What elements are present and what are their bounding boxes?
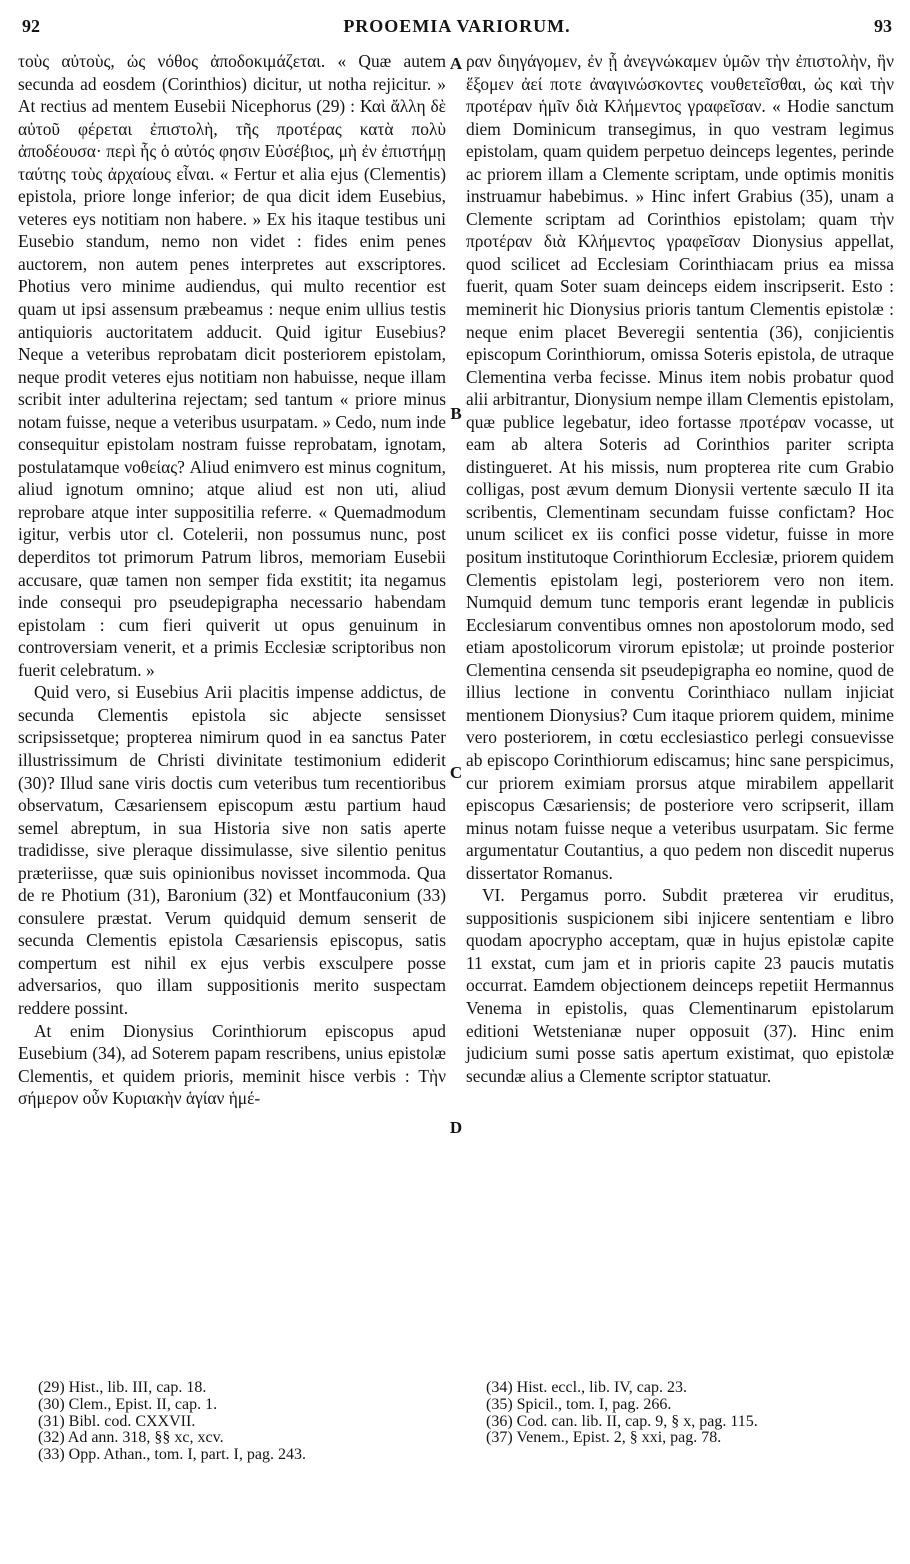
running-header bbox=[18, 16, 896, 44]
footnotes-right bbox=[486, 1380, 896, 1447]
footnote-31: (31) Bibl. cod. CXXVII. bbox=[38, 1412, 196, 1430]
page-number-right: 93 bbox=[874, 16, 892, 36]
footnote-29: (29) Hist., lib. III, cap. 18. bbox=[38, 1379, 207, 1396]
footnote-30: (30) Clem., Epist. II, cap. 1. bbox=[38, 1395, 218, 1413]
footnote-32: (32) Ad ann. 318, §§ xc, xcv. bbox=[38, 1429, 224, 1447]
right-paragraph-2: VI. Pergamus porro. Subdit præterea vir eruditus, suppositionis suspicionem sibi injicere sententiam e libro quodam apocrypho acceptam, quæ in hujus epistolæ capite 11 exstat, cum jam et in prioris capite 23 paucis mutatis occurrat. Eamdem objectionem deinceps repetiit Hermannus Venema in epistolis, quas Clementinarum epistolarum editioni Wetstenianæ nuper opposuit (37). Hinc enim judicium sumi posse satis apertum existimat, quo epistolæ secundæ alius a Clemente scriptor statuatur. bbox=[466, 885, 894, 1086]
footnote-37: (37) Venem., Epist. 2, § xxi, pag. 78. bbox=[486, 1429, 722, 1447]
page-number-left: 92 bbox=[22, 16, 40, 36]
margin-letter-c: C bbox=[449, 763, 463, 782]
left-column bbox=[18, 50, 446, 1110]
right-column bbox=[466, 50, 894, 1087]
margin-letter-d: D bbox=[449, 1118, 463, 1137]
margin-letter-a: A bbox=[449, 54, 463, 73]
footnote-35: (35) Spicil., tom. I, pag. 266. bbox=[486, 1395, 672, 1413]
right-paragraph-1: ραν διηγάγομεν, ἐν ᾗ ἀνεγνώκαμεν ὑμῶν τὴν ἐπιστολὴν, ἣν ἕξομεν ἀεί ποτε ἀναγινώσκοντες νουθετεῖσθαι, ὡς καὶ τὴν προτέραν ἡμῖν διὰ Κλήμεντος γραφεῖσαν. « Hodie sanctum diem Dominicum transegimus, in quo vestram legimus epistolam, quam quidem perpetuo deinceps legentes, perinde ac priorem illam a Clemente scriptam, unde optimis monitis instruamur habebimus. » Hinc infert Grabius (35), unam a Clemente scriptam ad Corinthios epistolam; quam τὴν προτέραν διὰ Κλήμεντος γραφεῖσαν Dionysius appellat, quod scilicet ad Ecclesiam Corinthiacam prius ea missa fuerit, quam Soter suam deinceps eidem inscripserit. Esto : meminerit hic Dionysius prioris tantum Clementis epistolæ : neque enim placet Beveregii sententia (36), conjicientis episcopum Corinthiorum, omissa Soteris epistola, de utraque Clementina verba fecisse. Minus item nobis probatur quod alii arbitrantur, Dionysium nempe illam Clementis epistolam, quæ publice legebatur, ideo fortasse προτέραν vocasse, ut eam ab altera Soteris ad Corinthios pariter scripta distingueret. At his missis, num propterea rite cum Grabio colligas, post ævum demum Dionysii vertente sæculo II ita scribentis, Clementinam secundam fuisse confictam? Hoc unum scilicet ex iis confici posse videtur, fuisse in more positum institutoque Corinthiorum Ecclesiæ, priorem quidem Clementis epistolam legi, posteriorem vero non item. Numquid demum tunc temporis erant legendæ in publicis Ecclesiarum conventibus omnes non apostolorum modo, sed etiam apostolicorum virorum epistolæ; ut proinde posterior Clementina censenda sit pseudepigrapha eo nomine, quod de illius lectione in conventu Corinthiaco nullam injiciat mentionem Dionysius? Cum itaque priorem quidem, minime vero posteriorem, in cœtu ecclesiastico perlegi consuevisse ab episcopo Corinthiorum ediscamus; hinc sane perspicimus, cur priorem eximiam prorsus atque mirabilem appellarit episcopus Cæsariensis; de posteriore vero scripserit, illam minus notam fuisse neque a veteribus usurpatam. Sic ferme argumentatur Coutantius, a quo pedem non discedit nuperus dissertator Romanus. bbox=[466, 51, 894, 883]
margin-letter-b: B bbox=[450, 404, 462, 423]
footnote-34: (34) Hist. eccl., lib. IV, cap. 23. bbox=[486, 1379, 687, 1396]
left-paragraph-3: At enim Dionysius Corinthiorum episcopus apud Eusebium (34), ad Soterem papam rescribens, unius epistolæ Clementis, et quidem prioris, meminit hisce verbis : Τὴν σήμερον οὖν Κυριακὴν ἁγίαν ἡμέ- bbox=[18, 1020, 446, 1109]
left-paragraph-2: Quid vero, si Eusebius Arii placitis impense addictus, de secunda Clementis epistola sic abjecte sensisset scripsissetque; propterea nimirum quod in ea sanctus Pater illustrissimum de Christi divinitate testimonium ediderit (30)? Illud sane viris doctis cum veteribus tum recentioribus observatum, Cæsariensem episcopum æstu partium haud semel abreptum, in sua Historia sive non satis aperte tradidisse, sive pleraque dissimulasse, sive silentio penitus præteriisse, quæ suis opinionibus novisset incommoda. Qua de re Photium (31), Baronium (32) et Montfauconium (33) consulere præstat. Verum quidquid demum senserit de secunda Clementis epistola Cæsariensis episcopus, satis compertum est nihil ex ejus verbis exsculpere posse adversarios, quo illam suppositionis merito suspectam reddere possint. bbox=[18, 682, 446, 1018]
running-title: PROOEMIA VARIORUM. bbox=[343, 16, 571, 36]
footnote-36: (36) Cod. can. lib. II, cap. 9, § x, pag. 115. bbox=[486, 1412, 758, 1430]
left-paragraph-1: τοὺς αὐτοὺς, ὡς νόθος ἀποδοκιμάζεται. « Quæ autem secunda ad eosdem (Corinthios) dicitur, ut notha rejicitur. » At rectius ad mentem Eusebii Nicephorus (29) : Καὶ ἄλλη δὲ αὐτοῦ φέρεται ἐπιστολὴ, τῆς προτέρας κατὰ πολὺ ἀποδέουσα· περὶ ἧς ὁ αὐτός φησιν Εὐσέβιος, μὴ ἐν ἐπιστήμῃ ταύτης τοὺς ἀρχαίους εἶναι. « Fertur et alia ejus (Clementis) epistola, priore longe inferior; de qua dicit idem Eusebius, veteres eys notitiam non habere. » Ex his itaque testibus uni Eusebio standum, nemo non videt : fides enim penes auctorem, non autem penes interpretes aut exscriptores. Photius vero minime audiendus, qui multo recentior est quam ut ipsi assensum præbeamus : neque enim ullius testis antiquioris auctoritatem adducit. Quid igitur Eusebius? Neque a veteribus reprobatam dicit posteriorem epistolam, neque prodit veteres ejus notitiam non habuisse, neque illam scribit inter adulterina rejectam; sed tantum « priore minus notam fuisse, neque a veteribus usurpatam. » Cedo, num inde consequitur epistolam nostram fuisse reprobatam, ignotam, postulatamque νοθείας? Aliud enimvero est minus cognitum, aliud ignotum omnino; atque aliud est non uti, aliud reprobare atque inter suppositilia referre. « Quemadmodum igitur, verbis utor cl. Cotelerii, non possumus nunc, post deperditos tot primorum Patrum libros, memoriam Eusebii accusare, quæ tamen non semper fida exstitit; ita negamus inde consequi pro pseudepigrapha necessario habendam epistolam : cum fieri quiverit ut opus genuinum in controversiam venerit, et a primis Ecclesiæ scriptoribus non fuerit celebratum. » bbox=[18, 51, 446, 680]
footnote-33: (33) Opp. Athan., tom. I, part. I, pag. 243. bbox=[38, 1446, 306, 1464]
footnotes-left bbox=[38, 1380, 458, 1464]
